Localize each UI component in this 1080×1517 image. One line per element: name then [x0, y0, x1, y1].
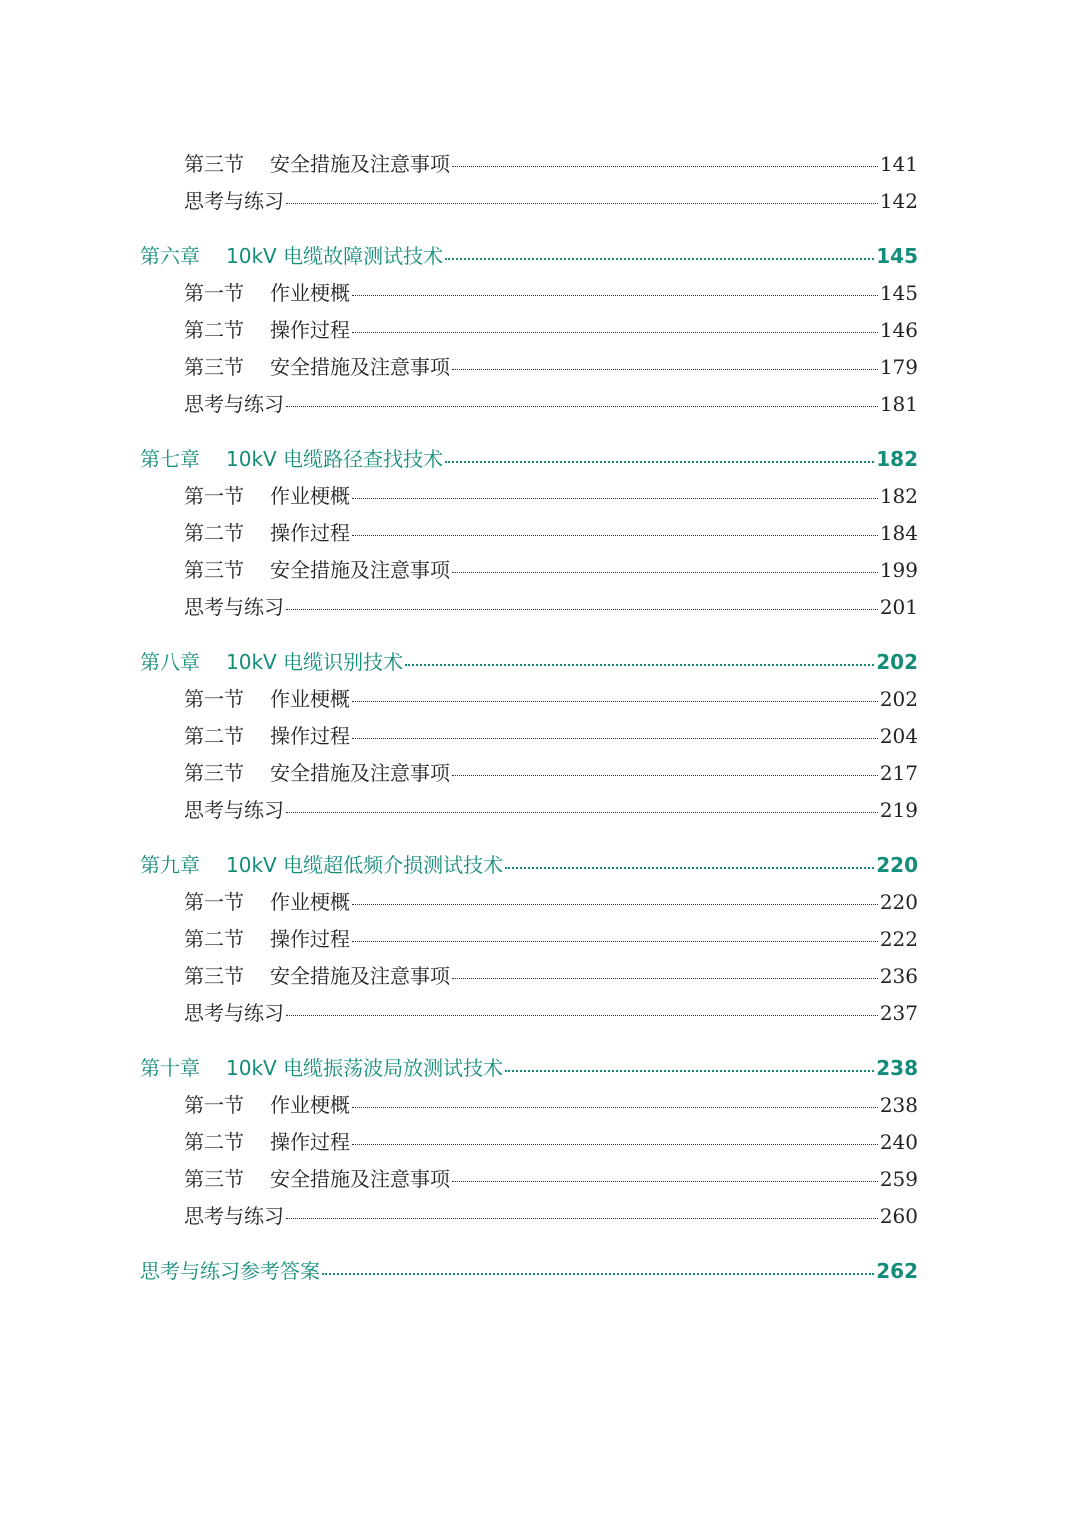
chapter-number: 第八章 — [140, 650, 200, 674]
section-title: 思考与练习 — [184, 189, 284, 213]
section-number: 第一节 — [184, 484, 244, 508]
toc-section-entry[interactable] — [140, 183, 918, 220]
page-number: 145 — [876, 244, 918, 268]
toc-section-entry[interactable] — [140, 681, 918, 718]
chapter-title: 10kV 电缆路径查找技术 — [226, 447, 444, 471]
page-number: 145 — [879, 281, 918, 305]
page-number: 199 — [879, 558, 918, 582]
dot-leader — [452, 760, 878, 780]
dot-leader — [352, 889, 878, 909]
page-number: 184 — [879, 521, 918, 545]
section-number: 第二节 — [184, 927, 244, 951]
toc-section-entry[interactable] — [140, 921, 918, 958]
toc-section-entry[interactable] — [140, 146, 918, 183]
dot-leader — [352, 317, 878, 337]
section-title: 思考与练习 — [184, 1204, 284, 1228]
page-number: 220 — [879, 890, 918, 914]
dot-leader — [286, 1000, 878, 1020]
page-number: 238 — [876, 1056, 918, 1080]
section-number: 第二节 — [184, 724, 244, 748]
dot-leader — [352, 686, 878, 706]
page-number: 142 — [879, 189, 918, 213]
section-number: 第一节 — [184, 890, 244, 914]
dot-leader — [286, 188, 878, 208]
dot-leader — [452, 557, 878, 577]
section-title: 思考与练习 — [184, 595, 284, 619]
dot-leader — [322, 1258, 874, 1278]
dot-leader — [445, 446, 874, 466]
page-number: 262 — [876, 1259, 918, 1283]
dot-leader — [505, 1055, 874, 1075]
page-number: 219 — [879, 798, 918, 822]
toc-section-entry[interactable] — [140, 1161, 918, 1198]
page-number: 236 — [879, 964, 918, 988]
toc-section-entry[interactable] — [140, 349, 918, 386]
section-title: 作业梗概 — [270, 484, 350, 508]
section-title: 思考与练习 — [184, 1001, 284, 1025]
dot-leader — [352, 723, 878, 743]
toc-section-entry[interactable] — [140, 718, 918, 755]
section-title: 安全措施及注意事项 — [270, 558, 450, 582]
section-number: 第三节 — [184, 1167, 244, 1191]
toc-section-entry[interactable] — [140, 755, 918, 792]
page-number: 260 — [879, 1204, 918, 1228]
page-number: 182 — [876, 447, 918, 471]
page-number: 220 — [876, 853, 918, 877]
section-title: 思考与练习 — [184, 798, 284, 822]
section-title: 安全措施及注意事项 — [270, 964, 450, 988]
section-title: 作业梗概 — [270, 687, 350, 711]
page-number: 179 — [879, 355, 918, 379]
page-number: 141 — [879, 152, 918, 176]
toc-section-entry[interactable] — [140, 275, 918, 312]
dot-leader — [286, 594, 878, 614]
toc-section-entry[interactable] — [140, 1124, 918, 1161]
section-title: 操作过程 — [270, 1130, 350, 1154]
toc-section-entry[interactable] — [140, 552, 918, 589]
toc-appendix-entry[interactable] — [140, 1253, 918, 1290]
page-number: 201 — [879, 595, 918, 619]
section-number: 第一节 — [184, 687, 244, 711]
toc-section-entry[interactable] — [140, 515, 918, 552]
chapter-number: 第七章 — [140, 447, 200, 471]
table-of-contents — [140, 146, 918, 1290]
toc-chapter-entry[interactable] — [140, 1050, 918, 1087]
dot-leader — [286, 391, 878, 411]
page-number: 259 — [879, 1167, 918, 1191]
section-number: 第二节 — [184, 521, 244, 545]
chapter-number: 第十章 — [140, 1056, 200, 1080]
section-title: 作业梗概 — [270, 890, 350, 914]
page-number: 222 — [879, 927, 918, 951]
toc-section-entry[interactable] — [140, 386, 918, 423]
toc-section-entry[interactable] — [140, 589, 918, 626]
page-number: 181 — [879, 392, 918, 416]
section-number: 第三节 — [184, 558, 244, 582]
dot-leader — [352, 926, 878, 946]
toc-chapter-entry[interactable] — [140, 238, 918, 275]
section-title: 安全措施及注意事项 — [270, 152, 450, 176]
chapter-number: 第九章 — [140, 853, 200, 877]
section-number: 第二节 — [184, 318, 244, 342]
section-title: 作业梗概 — [270, 281, 350, 305]
dot-leader — [352, 1092, 878, 1112]
toc-section-entry[interactable] — [140, 478, 918, 515]
toc-section-entry[interactable] — [140, 995, 918, 1032]
toc-section-entry[interactable] — [140, 312, 918, 349]
section-title: 操作过程 — [270, 521, 350, 545]
toc-section-entry[interactable] — [140, 1087, 918, 1124]
toc-section-entry[interactable] — [140, 792, 918, 829]
dot-leader — [286, 797, 878, 817]
section-number: 第三节 — [184, 355, 244, 379]
page-number: 238 — [879, 1093, 918, 1117]
toc-section-entry[interactable] — [140, 958, 918, 995]
page-number: 202 — [876, 650, 918, 674]
section-number: 第三节 — [184, 152, 244, 176]
toc-chapter-entry[interactable] — [140, 441, 918, 478]
chapter-title: 10kV 电缆识别技术 — [226, 650, 404, 674]
section-title: 安全措施及注意事项 — [270, 1167, 450, 1191]
chapter-title: 10kV 电缆故障测试技术 — [226, 244, 444, 268]
section-title: 操作过程 — [270, 724, 350, 748]
dot-leader — [445, 243, 874, 263]
dot-leader — [452, 151, 878, 171]
page-number: 202 — [879, 687, 918, 711]
section-title: 操作过程 — [270, 927, 350, 951]
section-title: 作业梗概 — [270, 1093, 350, 1117]
page-number: 237 — [879, 1001, 918, 1025]
page-number: 182 — [879, 484, 918, 508]
appendix-title: 思考与练习参考答案 — [140, 1259, 320, 1283]
dot-leader — [505, 852, 874, 872]
dot-leader — [452, 1166, 878, 1186]
dot-leader — [452, 354, 878, 374]
toc-section-entry[interactable] — [140, 1198, 918, 1235]
page-number: 146 — [879, 318, 918, 342]
section-title: 安全措施及注意事项 — [270, 355, 450, 379]
section-number: 第三节 — [184, 964, 244, 988]
section-number: 第三节 — [184, 761, 244, 785]
section-number: 第二节 — [184, 1130, 244, 1154]
dot-leader — [452, 963, 878, 983]
page-number: 240 — [879, 1130, 918, 1154]
section-title: 安全措施及注意事项 — [270, 761, 450, 785]
dot-leader — [286, 1203, 878, 1223]
chapter-title: 10kV 电缆振荡波局放测试技术 — [226, 1056, 504, 1080]
toc-chapter-entry[interactable] — [140, 847, 918, 884]
section-number: 第一节 — [184, 1093, 244, 1117]
section-title: 思考与练习 — [184, 392, 284, 416]
dot-leader — [352, 483, 878, 503]
page-number: 217 — [879, 761, 918, 785]
chapter-number: 第六章 — [140, 244, 200, 268]
dot-leader — [352, 520, 878, 540]
section-title: 操作过程 — [270, 318, 350, 342]
chapter-title: 10kV 电缆超低频介损测试技术 — [226, 853, 504, 877]
toc-chapter-entry[interactable] — [140, 644, 918, 681]
section-number: 第一节 — [184, 281, 244, 305]
dot-leader — [405, 649, 874, 669]
dot-leader — [352, 1129, 878, 1149]
toc-section-entry[interactable] — [140, 884, 918, 921]
dot-leader — [352, 280, 878, 300]
page-number: 204 — [879, 724, 918, 748]
